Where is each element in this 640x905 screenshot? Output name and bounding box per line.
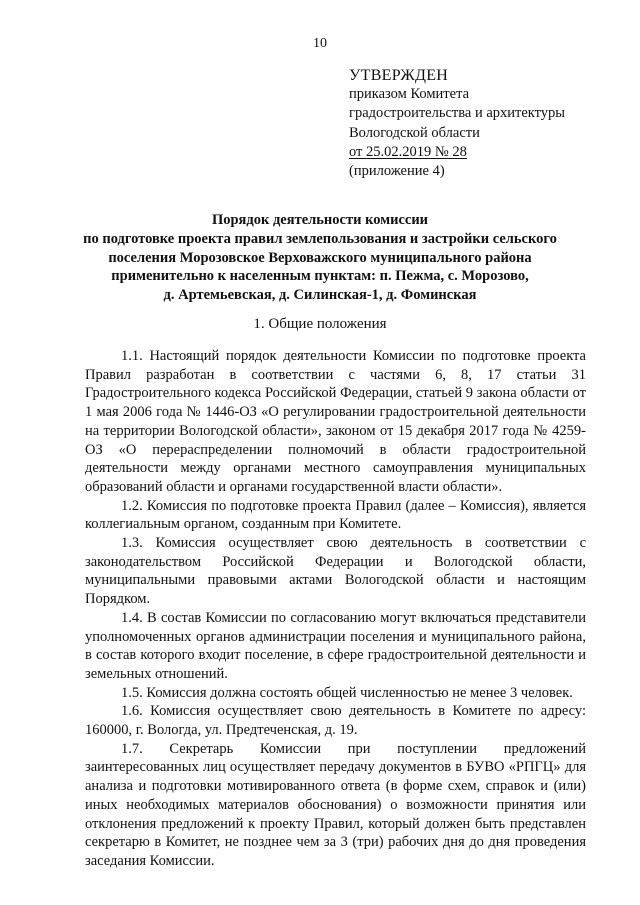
title-line: д. Артемьевская, д. Силинская-1, д. Фоминская — [163, 287, 477, 304]
section-heading: 1. Общие положения — [253, 316, 387, 332]
title-line: поселения Морозовское Верховажского муниципального района — [108, 249, 532, 266]
document-title — [40, 211, 600, 305]
approval-heading: УТВЕРЖДЕН — [349, 67, 449, 84]
paragraph-1-7: 1.7. Секретарь Комиссии при поступлении предложений заинтересованных лиц осуществляет передачу документов в БУВО «РПГЦ» для анализа и подготовки мотивированного ответа (в форме схем, справок и (или) иных необходимых материалов обоснования) о возможности принятия или отклонения предложений к проекту Правил, который должен быть представлен секретарю в Комитет, не позднее чем за 3 (три) рабочих дня до дня проведения заседания Комиссии. — [85, 740, 586, 869]
body-text — [85, 347, 586, 871]
approval-line-order: приказом Комитета — [349, 86, 470, 103]
approval-line-region: Вологодской области — [349, 124, 480, 141]
paragraph-1-1: 1.1. Настоящий порядок деятельности Комиссии по подготовке проекта Правил разработан в соответствии с частями 6, 8, 17 статьи 31 Градостроительного кодекса Российской Федерации, статьей 9 закона области от 1 мая 2006 года № 1446-ОЗ «О регулировании градостроительной деятельности на территории Вологодской области», законом от 15 декабря 2017 года № 4259-ОЗ «О перераспределении полномочий в области градостроительной деятельности между органами местного самоуправления муниципальных образований области и органами государственной власти области». — [85, 348, 586, 495]
title-line: применительно к населенным пунктам: п. Пежма, с. Морозово, — [111, 268, 529, 285]
paragraph-1-5: 1.5. Комиссия должна состоять общей численностью не менее 3 человек. — [121, 684, 573, 701]
approval-appendix: (приложение 4) — [349, 163, 445, 180]
title-line: по подготовке проекта правил землепользования и застройки сельского — [83, 230, 557, 247]
paragraph-1-3: 1.3. Комиссия осуществляет свою деятельность в соответствии с законодательством Российской Федерации и Вологодской области, муниципальными правовыми актами Вологодской области и настоящим Порядком. — [85, 535, 586, 608]
page-number: 10 — [313, 36, 327, 51]
paragraph-1-6: 1.6. Комиссия осуществляет свою деятельность в Комитете по адресу: 160000, г. Вологда, ул. Предтеченская, д. 19. — [85, 703, 586, 739]
approval-date-number: от 25.02.2019 № 28 — [349, 143, 467, 160]
approval-line-committee: градостроительства и архитектуры — [349, 105, 566, 122]
title-line: Порядок деятельности комиссии — [211, 212, 429, 228]
paragraph-1-2: 1.2. Комиссия по подготовке проекта Правил (далее – Комиссия), является коллегиальным органом, созданным при Комитете. — [85, 497, 586, 533]
paragraph-1-4: 1.4. В состав Комиссии по согласованию могут включаться представители уполномоченных органов администрации поселения и муниципального района, в состав которого входит поселение, в сфере градостроительной деятельности и земельных отношений. — [85, 609, 586, 682]
approval-block — [349, 66, 565, 181]
